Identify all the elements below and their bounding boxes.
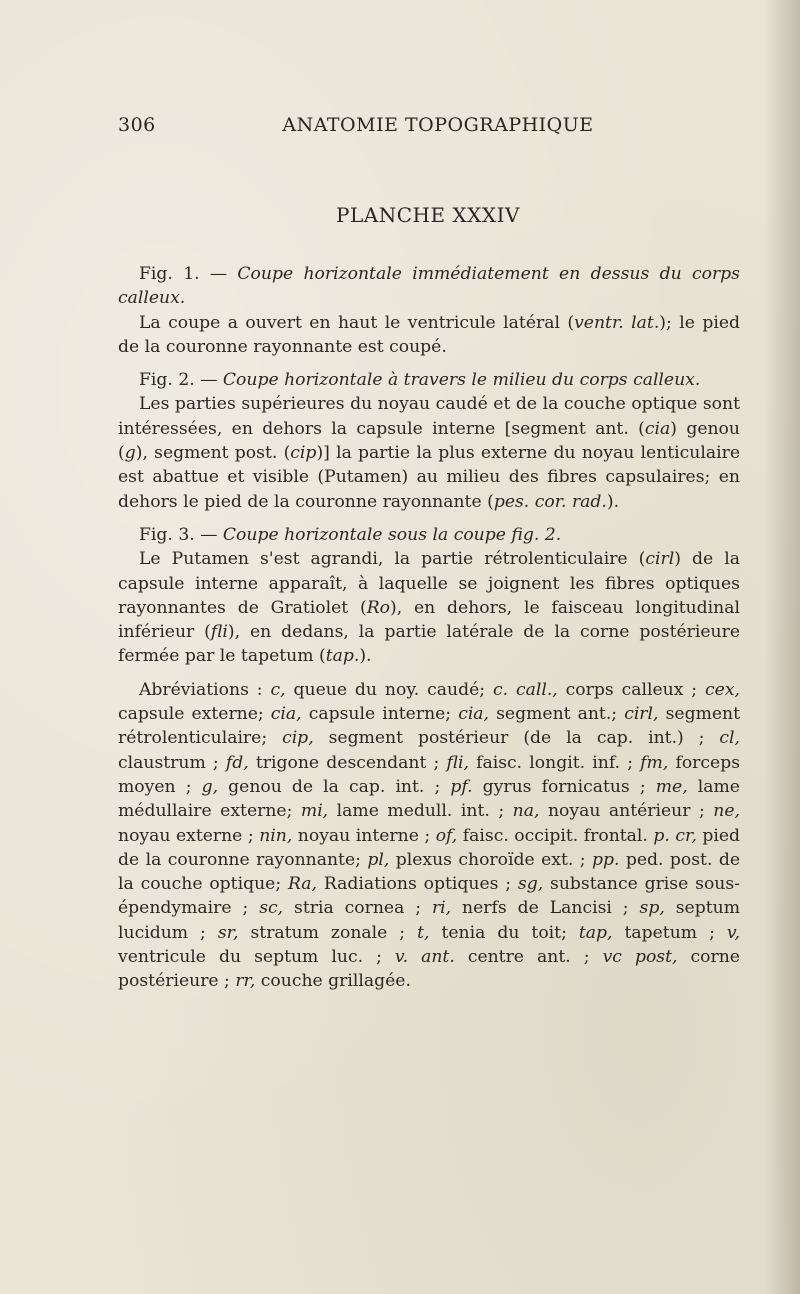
abbreviation-definition: substance grise sous-épendymaire ;	[118, 874, 740, 919]
abbreviation-term: cia,	[270, 704, 302, 725]
page-header	[118, 114, 738, 140]
abbreviation-term: pf.	[450, 776, 473, 797]
abbreviation-definition: ventricule du septum luc. ;	[118, 947, 395, 968]
abbreviation-definition: segment rétrolenticulaire;	[118, 704, 741, 749]
abbreviation-term: fd,	[225, 752, 249, 773]
abbreviation-term: fm,	[640, 752, 669, 773]
abbreviation-term: of,	[435, 825, 458, 846]
abbreviation-term: me,	[655, 776, 688, 797]
abbreviation-term: v. ant.	[394, 947, 455, 968]
abbreviation-definition: gyrus fornicatus ;	[472, 776, 656, 797]
abbreviation-definition: centre ant. ;	[454, 947, 603, 968]
abbreviation-definition: corne postérieure ;	[118, 947, 740, 992]
abbreviation-definition: forceps moyen ;	[118, 752, 741, 797]
fig1-label: Fig. 1. —	[139, 264, 238, 284]
abbreviation-definition: septum lucidum ;	[118, 898, 741, 943]
abbreviation-definition: noyau antérieur ;	[539, 801, 714, 822]
abbreviation-definition: nerfs de Lancisi ;	[451, 898, 640, 919]
abbreviation-definition: capsule interne;	[301, 704, 459, 725]
text-run: ); le pied de la couronne rayonnante est coupé.	[118, 312, 741, 357]
abbreviation-term: t,	[417, 922, 430, 943]
abbreviation-definition: faisc. longit. inf. ;	[468, 752, 641, 773]
abbreviation-term: cirl,	[624, 704, 659, 725]
abbr-run: cip	[290, 443, 317, 464]
running-title: ANATOMIE TOPOGRAPHIQUE	[282, 114, 594, 136]
abbreviation-term: sg,	[517, 874, 544, 895]
text-run: ) genou (	[118, 418, 740, 464]
abbreviation-term: sc,	[259, 898, 284, 919]
abbreviation-definition: noyau interne ;	[292, 825, 436, 846]
abbreviation-term: na,	[512, 801, 540, 822]
fig3-title: Coupe horizontale sous la coupe fig. 2.	[222, 524, 562, 545]
abbreviation-definition: ped. post. de la couche optique;	[118, 849, 740, 895]
page-edge-shadow	[764, 0, 800, 1294]
abbreviation-definition: plexus choroïde ext. ;	[389, 849, 592, 870]
abbreviation-term: pp.	[591, 849, 620, 870]
text-run: ), segment post. (	[135, 443, 291, 464]
abbreviation-definition: genou de la cap. int. ;	[218, 776, 451, 797]
abbreviation-definition: stria cornea ;	[283, 898, 432, 919]
abbreviation-term: mi,	[300, 801, 329, 822]
abbr-run: fli	[210, 622, 228, 643]
abbreviation-definition: noyau externe ;	[118, 825, 260, 846]
text-run: ) de la capsule interne apparaît, à laquelle se joignent les fibres optiques rayonnantes de Gratiolet (	[118, 549, 740, 618]
abbr-run: Ro	[366, 597, 391, 618]
abbr-run: cia	[644, 418, 671, 439]
abbreviation-term: v,	[726, 922, 740, 943]
abbr-run: cirl	[645, 549, 675, 570]
abbr-run: pes. cor. rad.	[493, 491, 607, 512]
abbreviations-paragraph	[118, 678, 740, 994]
text-run: )] la partie la plus externe du noyau lenticulaire est abattue et visible (Putamen) au milieu des fibres capsulaires; en dehors le pied de la couronne rayonnante (	[118, 443, 741, 512]
text-run: ).	[359, 646, 372, 667]
abbreviation-definition: couche grillagée.	[255, 971, 411, 992]
abbreviation-term: tap,	[578, 922, 613, 943]
abbreviation-definition: Radiations optiques ;	[316, 874, 518, 895]
abbreviation-definition: corps calleux ;	[557, 679, 706, 700]
fig2-caption	[118, 368, 740, 392]
abbreviation-term: Ra,	[287, 874, 317, 895]
abbreviation-term: sp,	[639, 898, 665, 919]
abbreviation-term: nin,	[259, 825, 293, 846]
abbr-run: ventr. lat.	[574, 312, 660, 333]
text-run: Les parties supérieures du noyau caudé et de la couche optique sont intéressées, en dehors la capsule interne [segment ant. (	[118, 394, 740, 439]
fig1-caption	[118, 262, 740, 311]
abbreviation-term: pl,	[367, 849, 390, 870]
abbreviation-term: cex,	[705, 679, 740, 700]
text-run: ).	[606, 491, 620, 512]
abbreviation-term: vc post,	[602, 947, 678, 968]
text-run: La coupe a ouvert en haut le ventricule latéral (	[139, 312, 575, 333]
abbreviation-definition: capsule externe;	[118, 704, 271, 725]
abbreviation-term: c,	[270, 679, 286, 700]
page-number: 306	[118, 114, 156, 136]
abbreviation-definition: tenia du toit;	[429, 922, 579, 943]
text-run: ), en dedans, la partie latérale de la corne postérieure fermée par le tapetum (	[118, 622, 740, 667]
abbreviation-definition: tapetum ;	[612, 922, 727, 943]
abbr-run: tap.	[325, 646, 360, 667]
abbreviation-definition: lame medull. int. ;	[328, 801, 513, 822]
abbreviation-definition: pied de la couronne rayonnante;	[118, 825, 740, 870]
abbreviation-term: ri,	[431, 898, 452, 919]
abbreviation-definition: trigone descendant ;	[248, 752, 447, 773]
abbreviation-term: cip,	[282, 728, 314, 749]
abbreviation-definition: faisc. occipit. frontal.	[457, 825, 654, 846]
fig3-description	[118, 547, 740, 668]
fig1-title: Coupe horizontale immédiatement en dessus du corps calleux.	[118, 264, 740, 309]
abbreviation-definition: lame médullaire externe;	[118, 776, 740, 822]
abbreviation-definition: claustrum ;	[118, 752, 226, 773]
abbreviation-term: fli,	[446, 752, 469, 773]
abbreviation-definition: segment ant.;	[489, 704, 625, 725]
abbreviations-intro: Abréviations :	[139, 679, 271, 700]
body-text	[118, 262, 740, 994]
abbreviation-term: cl,	[719, 728, 740, 749]
abbreviation-definition: stratum zonale ;	[238, 922, 418, 943]
text-run: ), en dehors, le faisceau longitudinal inférieur (	[118, 597, 740, 643]
abbreviation-term: c. call.,	[492, 679, 558, 700]
abbreviation-term: ne,	[713, 801, 740, 822]
plate-title: PLANCHE XXXIV	[336, 203, 520, 227]
fig2-label: Fig. 2. —	[139, 370, 223, 391]
abbreviation-definition: queue du noy. caudé;	[285, 679, 493, 700]
abbreviation-term: p. cr,	[653, 825, 697, 846]
fig3-caption	[118, 523, 740, 547]
abbreviation-term: g,	[201, 776, 219, 797]
fig2-description	[118, 392, 740, 513]
abbreviation-definition: segment postérieur (de la cap. int.) ;	[313, 728, 720, 749]
fig3-label: Fig. 3. —	[139, 524, 223, 545]
abbr-run: g	[124, 443, 136, 464]
fig1-description	[118, 311, 740, 360]
text-run: Le Putamen s'est agrandi, la partie rétrolenticulaire (	[139, 549, 646, 570]
fig2-title: Coupe horizontale à travers le milieu du corps calleux.	[222, 370, 701, 391]
abbreviation-term: sr,	[217, 922, 239, 943]
abbreviation-term: rr,	[235, 971, 256, 992]
abbreviation-term: cia,	[458, 704, 490, 725]
